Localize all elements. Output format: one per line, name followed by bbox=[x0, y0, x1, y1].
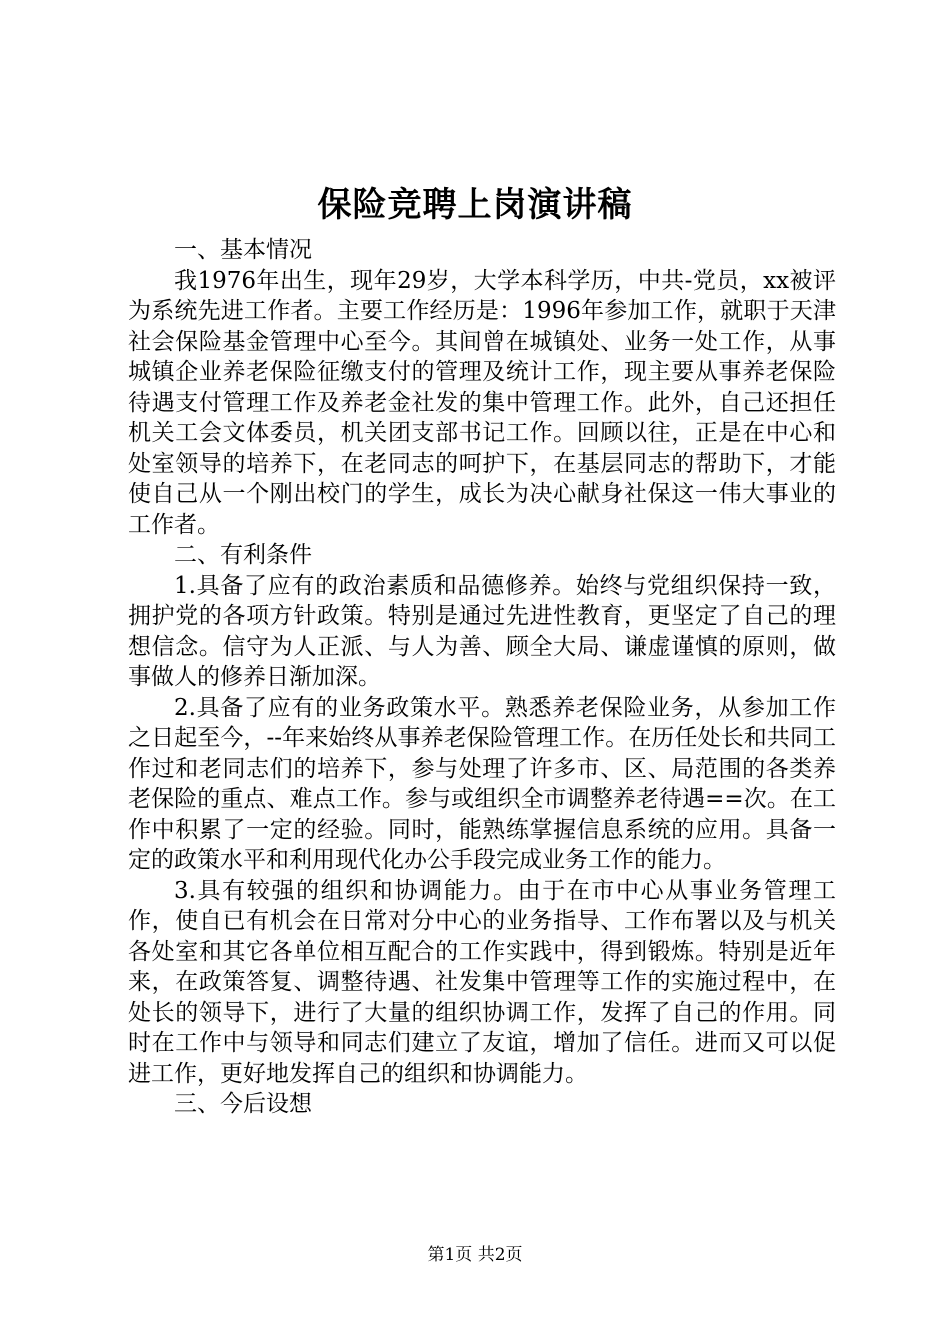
paragraph-basic-info: 我1976年出生，现年29岁，大学本科学历，中共-党员，xx被评为系统先进工作者。主要工作经历是：1996年参加工作，就职于天津社会保险基金管理中心至今。其间曾在城镇处、业务一处工作，从事城镇企业养老保险征缴支付的管理及统计工作，现主要从事养老保险待遇支付管理工作及养老金社发的集中管理工作。此外，自己还担任机关工会文体委员，机关团支部书记工作。回顾以往，正是在中心和处室领导的培养下，在老同志的呵护下，在基层同志的帮助下，才能使自己从一个刚出校门的学生，成长为决心献身社保这一伟大事业的工作者。 bbox=[128, 267, 836, 538]
page-number-footer: 第1页 共2页 bbox=[427, 1245, 523, 1265]
paragraph-advantage-2: 2.具备了应有的业务政策水平。熟悉养老保险业务，从参加工作之日起至今，--年来始终从事养老保险管理工作。在历任处长和共同工作过和老同志们的培养下，参与处理了许多市、区、局范围的各类养老保险的重点、难点工作。参与或组织全市调整养老待遇==次。在工作中积累了一定的经验。同时，能熟练掌握信息系统的应用。具备一定的政策水平和利用现代化办公手段完成业务工作的能力。 bbox=[128, 694, 836, 873]
paragraph-advantage-3: 3.具有较强的组织和协调能力。由于在市中心从事业务管理工作，使自已有机会在日常对分中心的业务指导、工作布署以及与机关各处室和其它各单位相互配合的工作实践中，得到锻炼。特别是近年来，在政策答复、调整待遇、社发集中管理等工作的实施过程中，在处长的领导下，进行了大量的组织协调工作，发挥了自己的作用。同时在工作中与领导和同志们建立了友谊，增加了信任。进而又可以促进工作，更好地发挥自己的组织和协调能力。 bbox=[128, 877, 836, 1087]
document-body bbox=[128, 235, 836, 1120]
section-heading-basic-info: 一、基本情况 bbox=[174, 237, 312, 263]
section-heading-future-plans: 三、今后设想 bbox=[174, 1091, 312, 1117]
section-heading-advantages: 二、有利条件 bbox=[174, 542, 312, 568]
document-title: 保险竞聘上岗演讲稿 bbox=[317, 185, 633, 225]
paragraph-advantage-1: 1.具备了应有的政治素质和品德修养。始终与党组织保持一致，拥护党的各项方针政策。特别是通过先进性教育，更坚定了自己的理想信念。信守为人正派、与人为善、顾全大局、谦虚谨慎的原则，做事做人的修养日渐加深。 bbox=[128, 572, 836, 690]
